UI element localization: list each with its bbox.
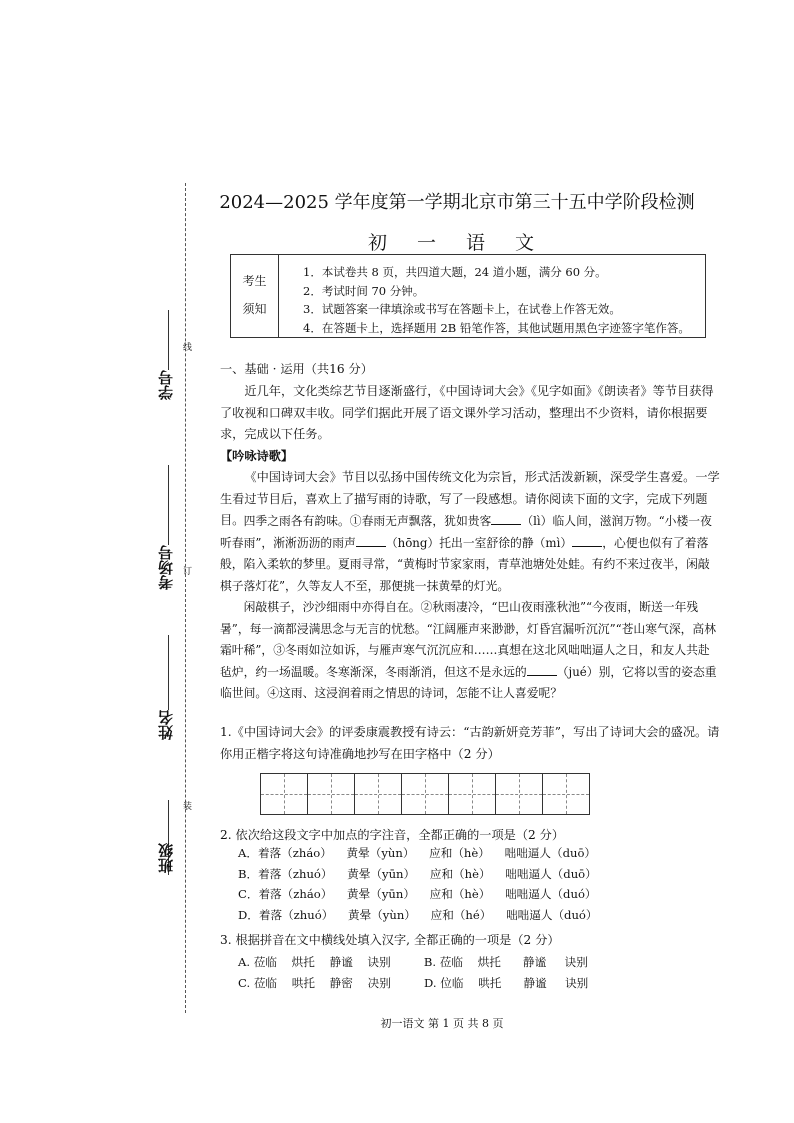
name-label: 姓名 xyxy=(157,710,175,740)
question-2-options xyxy=(238,843,598,925)
notice-item: 1．本试卷共 8 页，共四道大题，24 道小题，满分 60 分。 xyxy=(303,265,607,279)
mark-bind: 订 xyxy=(181,566,191,575)
option-b[interactable]: B．着落（zhuó） 黄晕（yūn） 应和（hè） 咄咄逼人（duō） xyxy=(238,866,597,881)
answer-blank xyxy=(491,512,521,525)
notice-items xyxy=(303,263,690,337)
option-row-ab[interactable]: A. 莅临 烘托 静谧 诀别 B. 莅临 烘托 静谧 诀别 xyxy=(238,955,588,969)
exam-title: 2024—2025 学年度第一学期北京市第三十五中学阶段检测 xyxy=(219,192,695,213)
tianzige-grid[interactable] xyxy=(260,773,590,815)
grid-cell[interactable] xyxy=(449,774,496,814)
question-1: 1.《中国诗词大会》的评委康震教授有诗云：“古韵新妍竞芳菲”，写出了诗词大会的盛况。请你用正楷字将这句诗准确地抄写在田字格中（2 分） xyxy=(220,725,720,761)
option-c[interactable]: C．着落（zháo） 黄晕（yūn） 应和（hè） 咄咄逼人（duó） xyxy=(238,887,597,901)
sub-heading: 【吟咏诗歌】 xyxy=(220,449,294,463)
exam-room-underline xyxy=(168,465,169,545)
option-row-cd[interactable]: C. 莅临 哄托 静密 决别 D. 位临 哄托 静谧 诀别 xyxy=(238,975,589,990)
option-d[interactable]: D．着落（zhuó） 黄晕（yùn） 应和（hé） 咄咄逼人（duó） xyxy=(238,907,598,922)
subject-title: 初 一 语 文 xyxy=(367,232,547,254)
passage-text: （hōng）托出一室舒徐的静（mì） xyxy=(385,535,573,550)
student-id-underline xyxy=(168,310,169,370)
passage-text: （jué）别，它将以雪的姿态重临世间。④这雨、这浸润着雨之情思的诗词，怎能不让人喜爱呢？ xyxy=(220,664,717,700)
answer-blank xyxy=(527,663,557,676)
grid-cell[interactable] xyxy=(543,774,589,814)
mark-line: 线 xyxy=(181,342,191,351)
grid-cell[interactable] xyxy=(261,774,308,814)
exam-notice-box xyxy=(230,254,706,338)
name-underline xyxy=(168,635,169,710)
binding-dashed-line xyxy=(185,183,186,1013)
question-2-stem: 2. 依次给这段文字中加点的字注音，全都正确的一项是（2 分） xyxy=(220,828,565,842)
passage-text: 闲敲棋子，沙沙细雨中亦得自在。②秋雨凄冷，“巴山夜雨涨秋池”“今夜雨，断送一年残暑”，每一滴都浸满思念与无言的忧愁。“江阔雁声来渺渺，灯昏宫漏听沉沉”“苍山寒气深，高林霜叶稀”，③冬雨如泣如诉，与雁声寒气沉沉应和……真想在这北风咄咄逼人之日，和友人共赴毡炉，约一场温暖。冬寒渐深，冬雨渐消，但这不是永远的 xyxy=(220,600,717,679)
option-a[interactable]: A．着落（zháo） 黄晕（yùn） 应和（hè） 咄咄逼人（duō） xyxy=(238,846,597,860)
answer-blank xyxy=(572,534,602,547)
student-id-label: 学号 xyxy=(157,370,175,400)
passage-text: 四季之雨各有韵味。①春雨无声飘落，犹如贵客 xyxy=(243,514,492,528)
section-heading: 一、基础 · 运用（共16 分） xyxy=(220,362,373,376)
mark-staple: 装 xyxy=(181,801,191,810)
notice-item: 3．试题答案一律填涂或书写在答题卡上，在试卷上作答无效。 xyxy=(303,302,621,316)
passage-text: （lì）临人间，滋润万物。“小楼一夜听春雨”，淅淅沥沥的雨声 xyxy=(220,514,712,550)
notice-label xyxy=(231,255,279,337)
grid-cell[interactable] xyxy=(402,774,449,814)
notice-item: 2．考试时间 70 分钟。 xyxy=(303,283,425,298)
notice-item: 4．在答题卡上，选择题用 2B 铅笔作答，其他试题用黑色字迹签字笔作答。 xyxy=(303,320,690,335)
page-footer: 初一语文 第 1 页 共 8 页 xyxy=(380,1017,504,1030)
grid-cell[interactable] xyxy=(355,774,402,814)
notice-label-line1: 考生 xyxy=(242,274,267,288)
notice-label-line2: 须知 xyxy=(242,302,267,316)
poem-passage-part2 xyxy=(220,597,720,705)
activity-paragraph: 《中国诗词大会》节目以弘扬中国传统文化为宗旨，形式活泼新颖，深受学生喜爱。一学生看过节目后，喜欢上了描写雨的诗歌，写了一段感想。请你阅读下面的文字，完成下列题目。 xyxy=(220,470,720,527)
grid-cell[interactable] xyxy=(308,774,355,814)
answer-blank xyxy=(356,534,386,547)
section-intro: 近几年，文化类综艺节目逐渐盛行，《中国诗词大会》《见字如面》《朗读者》等节目获得了收视和口碑双丰收。同学们据此开展了语文课外学习活动，整理出不少资料，请你根据要求，完成以下任务。 xyxy=(220,384,714,441)
question-3-stem: 3. 根据拼音在文中横线处填入汉字, 全都正确的一项是（2 分） xyxy=(220,933,560,947)
passage-text: ，心便也似有了着落般，陷入柔软的梦里。夏雨寻常，“黄梅时节家家雨，青草池塘处处蛙。有约不来过夜半，闲敲棋子落灯花”，久等友人不至，那便挑一抹黄晕的灯光。 xyxy=(220,535,710,593)
question-3-options xyxy=(238,952,588,993)
exam-room-label: 考场号 xyxy=(157,545,175,590)
class-label: 班级 xyxy=(157,843,175,873)
grid-cell[interactable] xyxy=(496,774,543,814)
poem-passage-part1 xyxy=(220,511,720,597)
